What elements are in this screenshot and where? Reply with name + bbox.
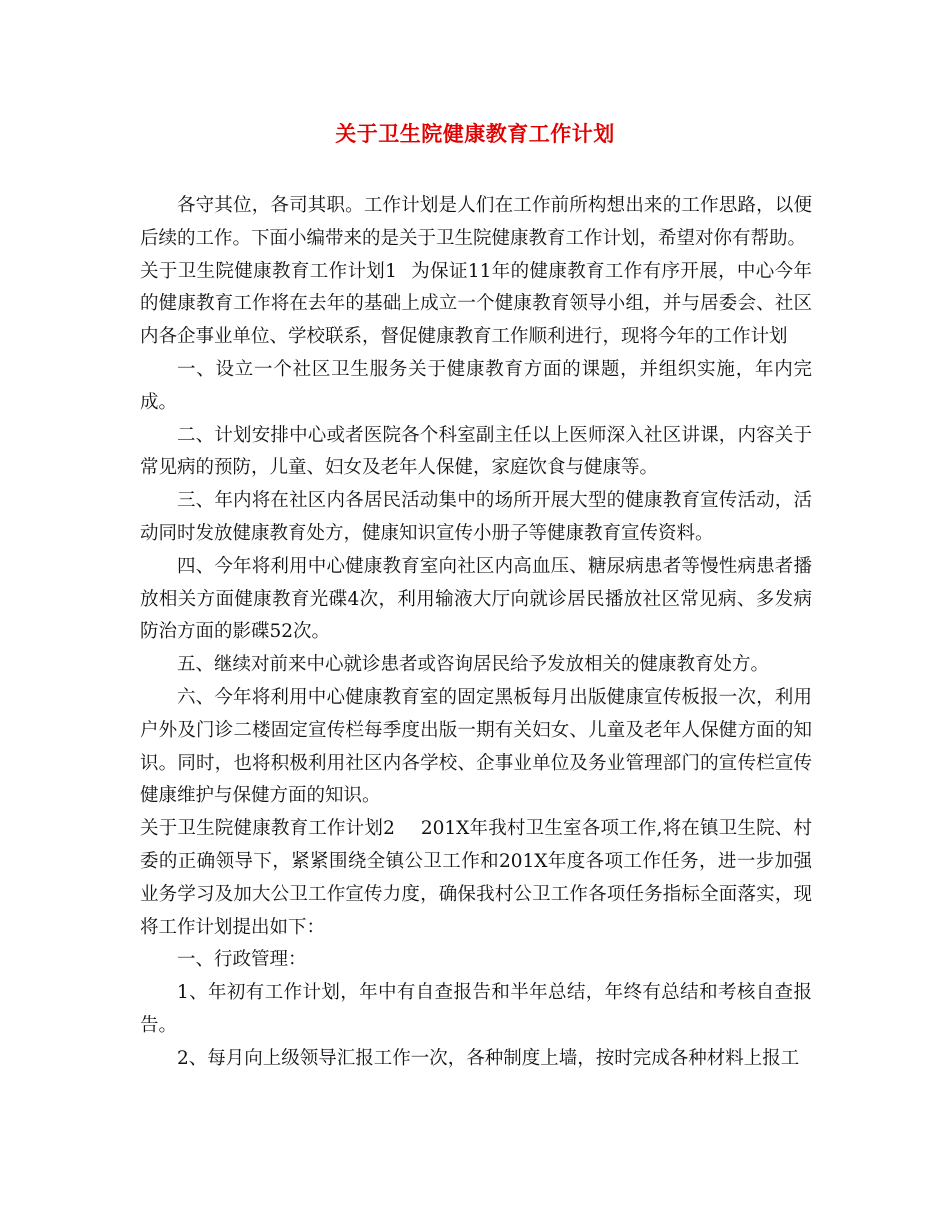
plan2-lead: 201X年我村卫生室各项工作,将在镇卫生院、村委的正确领导下，紧紧围绕全镇公卫工作和201X年度各项工作任务，进一步加强业务学习及加大公卫工作宣传力度，确保我村公卫工作各项任务指标全面落实，现将工作计划提出如下： [140, 818, 812, 938]
plan1-item-3: 三、年内将在社区内各居民活动集中的场所开展大型的健康教育宣传活动，活动同时发放健康教育处方，健康知识宣传小册子等健康教育宣传资料。 [140, 490, 812, 544]
plan2-item-1: 1、年初有工作计划，年中有自查报告和半年总结，年终有总结和考核自查报告。 [140, 982, 812, 1036]
plan1-item-6: 六、今年将利用中心健康教育室的固定黑板每月出版健康宣传板报一次，利用户外及门诊二楼固定宣传栏每季度出版一期有关妇女、儿童及老年人保健方面的知识。同时，也将积极利用社区内各学校、企事业单位及务业管理部门的宣传栏宣传健康维护与保健方面的知识。 [140, 686, 812, 807]
plan1-item-2: 二、计划安排中心或者医院各个科室副主任以上医师深入社区讲课，内容关于常见病的预防，儿童、妇女及老年人保健，家庭饮食与健康等。 [140, 424, 812, 479]
plan1-item-4: 四、今年将利用中心健康教育室向社区内高血压、糖尿病患者等慢性病患者播放相关方面健康教育光碟4次，利用输液大厅向就诊居民播放社区常见病、多发病防治方面的影碟52次。 [140, 555, 812, 643]
plan2-heading: 关于卫生院健康教育工作计划2 [140, 818, 395, 840]
plan1-item-5: 五、继续对前来中心就诊患者或咨询居民给予发放相关的健康教育处方。 [177, 654, 770, 676]
plan1-heading: 关于卫生院健康教育工作计划1 [140, 260, 397, 282]
intro-paragraph: 各守其位，各司其职。工作计划是人们在工作前所构想出来的工作思路，以便后续的工作。下面小编带来的是关于卫生院健康教育工作计划，希望对你有帮助。 [140, 195, 812, 249]
plan2-item-2: 2、每月向上级领导汇报工作一次，各种制度上墙，按时完成各种材料上报工 [177, 1047, 800, 1069]
document-title: 关于卫生院健康教育工作计划 [335, 121, 615, 146]
plan1-lead: 为保证11年的健康教育工作有序开展，中心今年的健康教育工作将在去年的基础上成立一个健康教育领导小组，并与居委会、社区内各企事业单位、学校联系，督促健康教育工作顺利进行，现将今年的工作计划 [140, 260, 812, 348]
document-body [140, 190, 812, 1076]
plan1-paragraph [140, 256, 812, 354]
plan2-section-heading: 一、行政管理： [177, 949, 307, 971]
plan1-item-1: 一、设立一个社区卫生服务关于健康教育方面的课题，并组织实施，年内完成。 [140, 358, 812, 413]
plan2-paragraph [140, 813, 812, 944]
